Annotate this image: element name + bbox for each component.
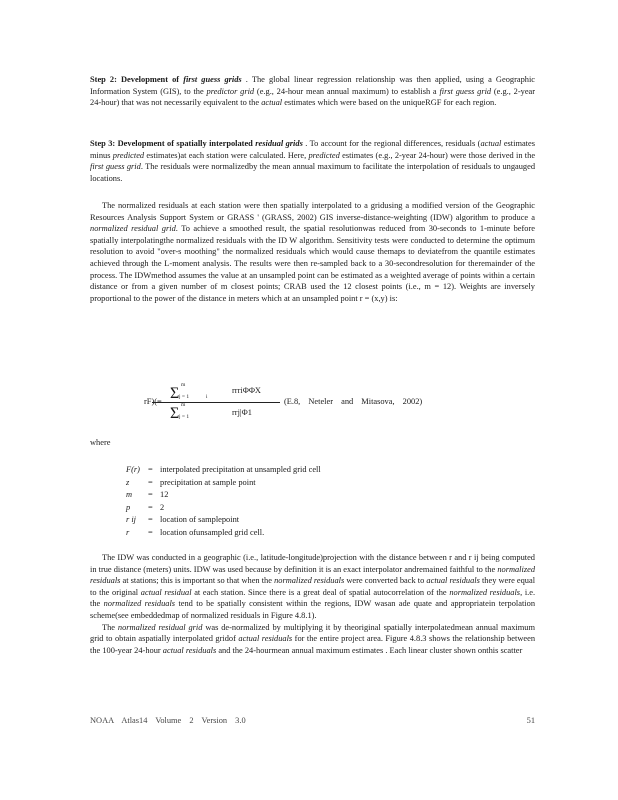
- idw-paragraph: The normalized residuals at each station were then spatially interpolated to a gridusing a modified version of the Geographic Resources Analysis Support System or GRASS ' (GRASS, 2002) GIS inverse-distance-weighting (IDW) algorithm to produce a normalized residual grid. To achieve a smoothed result, the spatial resolutionwas reduced from 30-seconds to 1-minute before spatially interpolatingthe normalized residuals with the ID W algorithm. Sensitivity tests were conducted to determine the optimum resolution to avoid "over-s moothing" the normalized residuals which would cause themaps to deviatefrom the quantile estimates achieved through the L-moment analysis. The results were then re-sampled back to a 30-secondresolution for theremainder of the process. The IDWmethod assumes the value at an unsampled point can be estimated as a weighted average of points within a certain distance or from a given number of m closest points; CRAB used the 12 closest points (i.e., m = 12). Weights are inversely proportional to the power of the distance in meters which at an unsampled point r = (x,y) is:: [90, 201, 535, 303]
- step3-heading-italic: residual grids: [255, 139, 303, 148]
- step3-heading: Step 3: Development of spatially interpolated: [90, 139, 253, 148]
- definition-row: r = location ofunsampled grid cell.: [126, 527, 265, 537]
- equation-numerator-term: rrriΦΦX: [232, 386, 261, 395]
- equation-lhs: rF)(=: [144, 397, 162, 406]
- equation-denominator-term: rrj|Φ1: [232, 408, 252, 417]
- definition-row: p = 2: [126, 502, 165, 512]
- definition-row: r ij = location of samplepoint: [126, 515, 240, 525]
- step2-paragraph: Step 2: Development of first guess grids . The global linear regression relationship was then applied, using a Geographic Information System (GIS), to the predictor grid (e.g., 24-hour mean annual maximum) to establish a first guess grid (e.g., 2-year 24-hour) that was not necessarily equivalent to the actual estimates which were based on the uniqueRGF for each region.: [90, 75, 536, 108]
- footer-title: NOAA Atlas14 Volume 2 Version 3.0: [90, 716, 246, 725]
- where-label: where: [90, 438, 111, 447]
- page-number: 51: [526, 716, 535, 725]
- sigma-numerator-icon: Σ: [170, 385, 180, 402]
- sigma-denominator-icon: Σ: [170, 405, 180, 422]
- document-page: Step 2: Development of first guess grids . The global linear regression relationship was then applied, using a Geographic Information System (GIS), to the predictor grid (e.g., 24-hour mean annual maximum) to establish a first guess grid (e.g., 2-year 24-hour) that was not necessarily equivalent to the actual estimates which were based on the uniqueRGF for each region. Step 3: Development of spatially interpolated residual grids . To account for the regional differences, residuals (actual estimates minus predicted estimates)at each station were calculated. Here, predicted estimates (e.g., 2-year 24-hour) were those derived in the first guess grid. The residuals were normalizedby the mean annual maximum to facilitate the interpolation of residuals to ungauged locations. The normalized residuals at each station were then spatially interpolated to a gridusing a modified version of the Geographic Resources Analysis Support System or GRASS ' (GRASS, 2002) GIS inverse-distance-weighting (IDW) algorithm to produce a normalized residual grid. To achieve a smoothed result, the spatial resolutionwas reduced from 30-seconds to 1-minute before spatially interpolatingthe normalized residuals with the ID W algorithm. Sensitivity tests were conducted to determine the optimum resolution to avoid "over-s moothing" the normalized residuals which would cause themaps to deviatefrom the quantile estimates achieved through the L-moment analysis. The results were then re-sampled back to a 30-secondresolution for theremainder of the process. The IDWmethod assumes the value at an unsampled point can be estimated as a weighted average of points within a certain distance or from a given number of m closest points; CRAB used the 12 closest points (i.e., m = 12). Weights are inversely proportional to the power of the distance in meters which at an unsampled point r = (x,y) is: rF)(= Σ m j = 1 i rrriΦΦX Σ m j = 1 rrj|Φ1 (E.8, Neteler and Mitasova, 2002) where F(r) = interpolated precipitation at unsampled grid cell z = precipitation at sample point m = 12 p = 2 r ij = location of samplepoint r = location ofunsampled grid cell. The IDW was conducted in a geographic (i.e., latitude-longitude)projection with the distance between r and r ij being computed in true distance (meters) units. IDW was used because by definition it is an exact interpolator andremained faithful to the normalized residuals at stations; this is important so that when the normalized residuals were converted back to actual residuals they were equal to the original actual residual at each station. Since there is a great deal of spatial autocorrelation of the normalized residuals, i.e. the normalized residuals tend to be spatially consistent within the regions, IDW wasan ade quate and appropriatein terpolation scheme(see embeddedmap of normalized residuals in Figure 4.8.1). The normalized residual grid was de-normalized by multiplying it by theoriginal spatially interpolatedmean annual maximum grid to obtain aspatially interpolated gridof actual residuals for the entire project area. Figure 4.8.3 shows the relationship between the 100-year 24-hour actual residuals and the 24-hourmean annual maximum estimates . Each linear cluster shown onthis scatter NOAA Atlas14 Volume 2 Version 3.0 51: [90, 75, 536, 725]
- definitions-list: [126, 464, 321, 540]
- step2-heading-italic: first guess grids: [183, 75, 242, 84]
- idw-conducted-paragraph: The IDW was conducted in a geographic (i.e., latitude-longitude)projection with the distance between r and r ij being computed in true distance (meters) units. IDW was used because by definition it is an exact interpolator andremained faithful to the normalized residuals at stations; this is important so that when the normalized residuals were converted back to actual residuals they were equal to the original actual residual at each station. Since there is a great deal of spatial autocorrelation of the normalized residuals, i.e. the normalized residuals tend to be spatially consistent within the regions, IDW wasan ade quate and appropriatein terpolation scheme(see embeddedmap of normalized residuals in Figure 4.8.1). The normalized residual grid was de-normalized by multiplying it by theoriginal spatially interpolatedmean annual maximum grid to obtain aspatially interpolated gridof actual residuals for the entire project area. Figure 4.8.3 shows the relationship between the 100-year 24-hour actual residuals and the 24-hourmean annual maximum estimates . Each linear cluster shown onthis scatter: [90, 553, 536, 655]
- step2-heading: Step 2: Development of: [90, 75, 180, 84]
- definition-row: z = precipitation at sample point: [126, 477, 256, 487]
- equation-citation: (E.8, Neteler and Mitasova, 2002): [284, 397, 423, 406]
- page-footer: [90, 716, 535, 725]
- definition-row: m = 12: [126, 490, 169, 500]
- fraction-bar: [152, 402, 280, 403]
- step3-paragraph: Step 3: Development of spatially interpolated residual grids . To account for the regional differences, residuals (actual estimates minus predicted estimates)at each station were calculated. Here, predicted estimates (e.g., 2-year 24-hour) were those derived in the first guess grid. The residuals were normalizedby the mean annual maximum to facilitate the interpolation of residuals to ungauged locations.: [90, 139, 536, 183]
- definition-row: F(r) = interpolated precipitation at unsampled grid cell: [126, 465, 321, 474]
